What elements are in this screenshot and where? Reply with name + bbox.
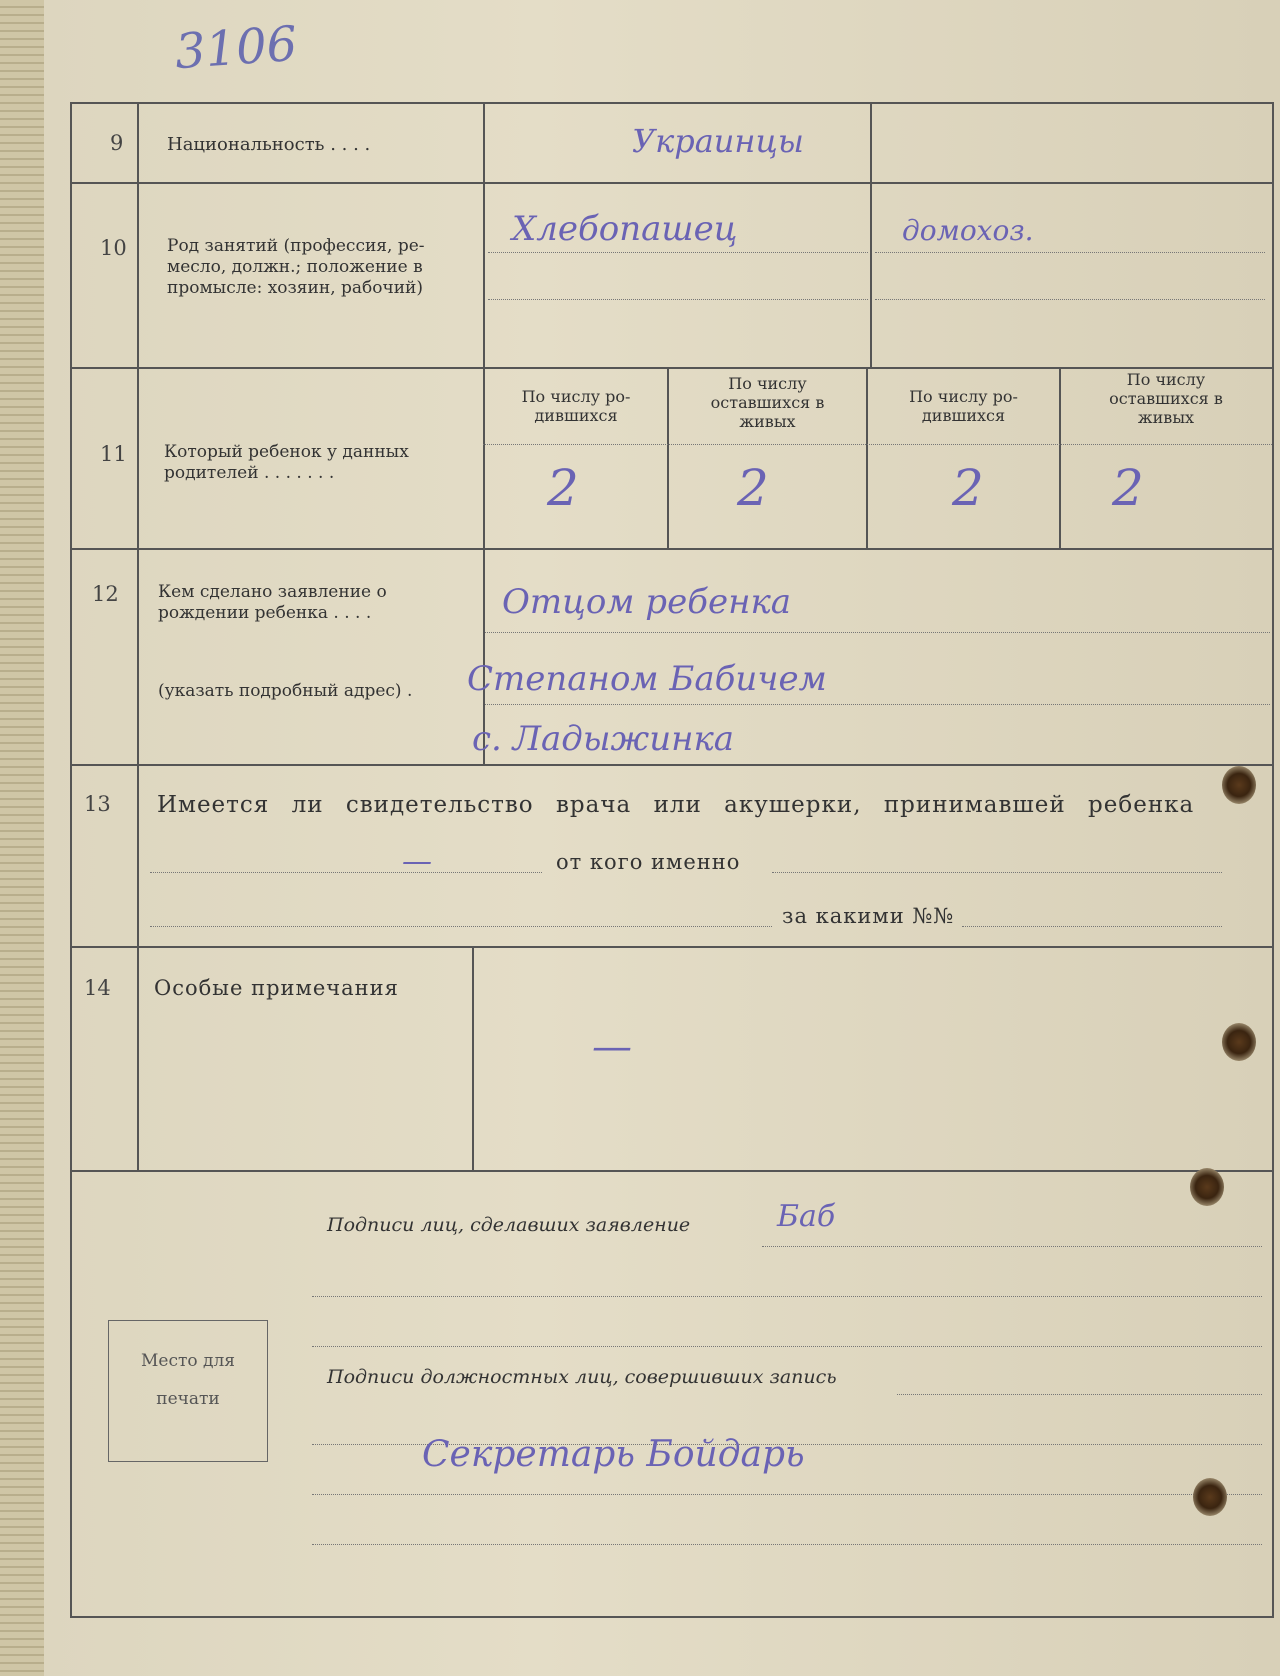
row-label: Национальность . . . . — [167, 134, 371, 155]
father-occupation: Хлебопашец — [512, 209, 738, 249]
col-header — [669, 374, 866, 431]
living-count-father: 2 — [737, 459, 769, 517]
applicants-signature: Баб — [777, 1199, 836, 1234]
col-header — [485, 387, 667, 425]
fill-line — [897, 1394, 1262, 1395]
from-whom-label: от кого именно — [556, 850, 741, 874]
row-label-line: Кем сделано заявление о — [158, 582, 387, 602]
row-number: 9 — [110, 131, 124, 155]
fill-line — [762, 1246, 1262, 1247]
col-header-line: По числу — [1126, 370, 1206, 389]
row-divider — [72, 1170, 1272, 1172]
row-number: 14 — [84, 976, 111, 1000]
row-label-line: родителей . . . . . . . — [164, 463, 335, 483]
subheader-line — [483, 444, 1272, 445]
nationality-value: Украинцы — [632, 122, 804, 160]
officials-sign-label: Подписи должностных лиц, совершивших запись — [327, 1366, 837, 1388]
col-header-line: По числу ро- — [521, 387, 631, 406]
declarant-line: Степаном Бабичем — [467, 659, 827, 699]
seal-label-line: Место для — [140, 1351, 236, 1371]
fill-line — [312, 1544, 1262, 1545]
col-header-line: По числу — [728, 374, 807, 393]
punch-hole — [1193, 1478, 1227, 1516]
seal-placeholder — [108, 1320, 268, 1462]
living-count-mother: 2 — [1112, 459, 1144, 517]
fill-line — [488, 299, 868, 300]
born-count-mother: 2 — [952, 459, 984, 517]
notes-label: Особые примечания — [154, 976, 399, 1000]
notes-col-divider — [472, 946, 474, 1170]
col-header-line: дившихся — [534, 406, 618, 425]
col-header — [868, 387, 1059, 425]
record-number: 3106 — [173, 15, 299, 81]
row-divider — [72, 182, 1272, 184]
binding-stitch — [0, 0, 44, 1676]
mother-occupation: домохоз. — [902, 214, 1034, 247]
parent-col-divider — [870, 104, 872, 367]
fill-line — [488, 252, 868, 253]
col-header-line: оставшихся в — [1109, 389, 1223, 408]
notes-answer: — — [592, 1024, 632, 1070]
row-label-line: месло, должн.; положение в — [167, 257, 423, 277]
row-divider — [72, 367, 1272, 369]
row-label-line: рождении ребенка . . . . — [158, 603, 372, 623]
address-label: (указать подробный адрес) . — [158, 681, 413, 701]
which-numbers-label: за какими №№ — [782, 904, 955, 928]
seal-label-line: печати — [156, 1389, 220, 1409]
fill-line — [875, 252, 1265, 253]
col-header-line: живых — [739, 412, 796, 431]
punch-hole — [1222, 766, 1256, 804]
col-header — [1061, 370, 1271, 427]
fill-line — [772, 872, 1222, 873]
num-col-divider — [137, 104, 139, 1170]
officials-signature: Секретарь Бойдарь — [422, 1434, 805, 1475]
row-number: 13 — [84, 792, 111, 816]
col-header-line: оставшихся в — [710, 393, 825, 412]
row-number: 11 — [100, 442, 127, 466]
certificate-question: Имеется ли свидетельство врача или акушерки, принимавшей ребенка — [157, 792, 1195, 818]
fill-line — [312, 1296, 1262, 1297]
row-divider — [72, 548, 1272, 550]
row-divider — [72, 764, 1272, 766]
row-label-line: Род занятий (профессия, ре- — [167, 236, 425, 256]
declarant-line: с. Ладыжинка — [472, 719, 735, 759]
born-count-father: 2 — [547, 459, 579, 517]
declarant-line: Отцом ребенка — [502, 582, 792, 622]
fill-line — [485, 632, 1270, 633]
col-header-line: По числу ро- — [909, 387, 1018, 406]
fill-line — [312, 1494, 1262, 1495]
row-label-line: Который ребенок у данных — [164, 442, 409, 462]
certificate-answer: — — [402, 844, 432, 879]
row-number: 12 — [92, 582, 119, 606]
fill-line — [485, 704, 1270, 705]
fill-line — [312, 1346, 1262, 1347]
fill-line — [150, 872, 542, 873]
fill-line — [150, 926, 772, 927]
applicants-sign-label: Подписи лиц, сделавших заявление — [327, 1214, 691, 1236]
row-label-line: промысле: хозяин, рабочий) — [167, 278, 424, 298]
fill-line — [875, 299, 1265, 300]
punch-hole — [1222, 1023, 1256, 1061]
row-divider — [72, 946, 1272, 948]
row-number: 10 — [100, 236, 127, 260]
fill-line — [962, 926, 1222, 927]
col-header-line: дившихся — [921, 406, 1006, 425]
punch-hole — [1190, 1168, 1224, 1206]
col-header-line: живых — [1137, 408, 1195, 427]
